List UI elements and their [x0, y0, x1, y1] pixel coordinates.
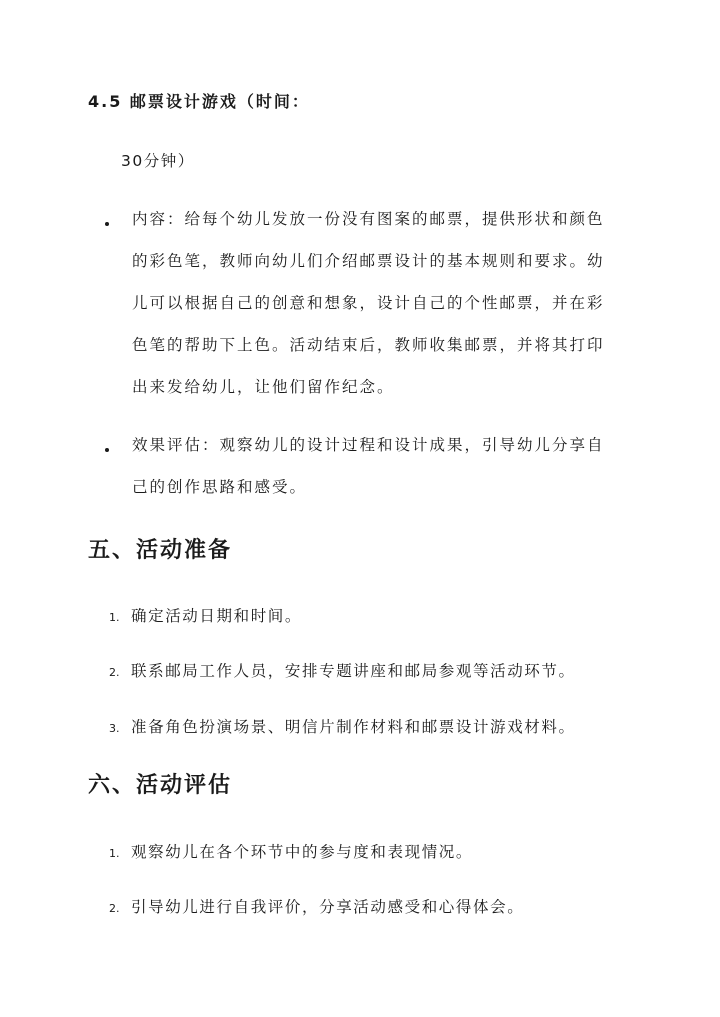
list-marker: 1. [109, 611, 120, 624]
list-marker: 2. [109, 902, 120, 915]
list-item-text: 联系邮局工作人员，安排专题讲座和邮局参观等活动环节。 [131, 662, 576, 680]
list-item-text: 准备角色扮演场景、明信片制作材料和邮票设计游戏材料。 [131, 718, 576, 736]
subsection-title-continuation: 30分钟） [121, 152, 195, 170]
list-item-text: 观察幼儿在各个环节中的参与度和表现情况。 [131, 843, 474, 861]
list-item [109, 604, 302, 626]
list-item-text: 引导幼儿进行自我评价，分享活动感受和心得体会。 [131, 898, 525, 916]
bullet-dot-icon [105, 222, 109, 226]
list-marker: 2. [109, 666, 120, 679]
bullet-text: 效果评估：观察幼儿的设计过程和设计成果，引导幼儿分享自己的创作思路和感受。 [132, 436, 605, 496]
section-title-preparation: 五、活动准备 [88, 538, 233, 563]
list-item [109, 715, 576, 737]
bullet-text: 内容：给每个幼儿发放一份没有图案的邮票，提供形状和颜色的彩色笔，教师向幼儿们介绍邮票设计的基本规则和要求。幼儿可以根据自己的创意和想象，设计自己的个性邮票，并在彩色笔的帮助下上色。活动结束后，教师收集邮票，并将其打印出来发给幼儿，让他们留作纪念。 [132, 210, 605, 396]
list-item [109, 895, 524, 917]
list-item [109, 840, 473, 862]
list-marker: 1. [109, 847, 120, 860]
list-item-text: 确定活动日期和时间。 [131, 607, 303, 625]
section-title-evaluation: 六、活动评估 [88, 773, 233, 798]
subsection-title: 4.5 邮票设计游戏（时间： [88, 92, 310, 111]
list-item [109, 659, 576, 681]
bullet-dot-icon [105, 448, 109, 452]
list-marker: 3. [109, 722, 120, 735]
